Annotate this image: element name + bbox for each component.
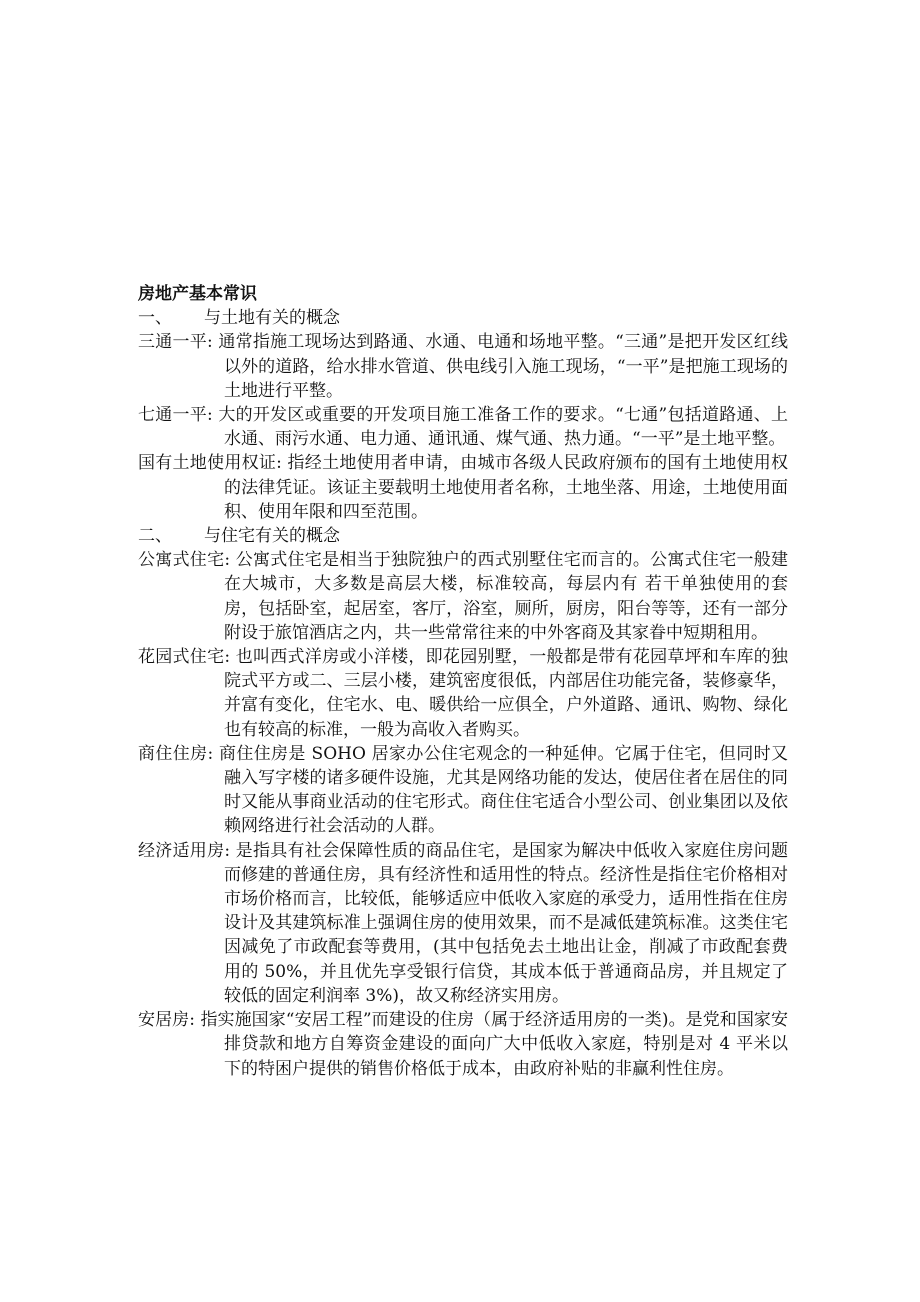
entry-definition: 公寓式住宅是相当于独院独户的西式别墅住宅而言的。公寓式住宅一般建在大城市，大多数是高层大楼，标准较高，每层内有 若干单独使用的套房，包括卧室，起居室，客厅，浴室，厕所，厨房，阳台等等，还有一部分附设于旅馆酒店之内，共一些常常往来的中外客商及其家眷中短期租用。	[224, 550, 788, 643]
entry-term: 商住住房:	[138, 743, 214, 764]
entry-term: 经济适用房:	[138, 840, 231, 861]
entry-garden-housing	[138, 645, 788, 742]
section-title: 与土地有关的概念	[204, 308, 340, 329]
entry-definition: 大的开发区或重要的开发项目施工准备工作的要求。“七通”包括道路通、上水通、雨污水通、电力通、通讯通、煤气通、热力通。“一平”是土地平整。	[218, 405, 788, 450]
entry-qi-tong-yi-ping	[138, 403, 788, 451]
entry-definition: 通常指施工现场达到路通、水通、电通和场地平整。“三通”是把开发区红线以外的道路，给水排水管道、供电线引入施工现场，“一平”是把施工现场的土地进行平整。	[218, 332, 788, 401]
entry-comfortable-housing	[138, 1008, 788, 1081]
entry-san-tong-yi-ping	[138, 330, 788, 403]
entry-definition: 商住住房是 SOHO 居家办公住宅观念的一种延伸。它属于住宅，但同时又融入写字楼的诸多硬件设施，尤其是网络功能的发达，使居住者在居住的同时又能从事商业活动的住宅形式。商住住宅适合小型公司、创业集团以及依赖网络进行社会活动的人群。	[218, 743, 789, 837]
entry-apartment-housing	[138, 548, 788, 645]
entry-affordable-housing	[138, 839, 788, 1008]
entry-commercial-residential	[138, 742, 788, 839]
entry-term: 花园式住宅:	[138, 647, 231, 668]
entry-definition: 也叫西式洋房或小洋楼，即花园别墅，一般都是带有花园草坪和车库的独院式平方或二、三层小楼，建筑密度很低，内部居住功能完备，装修豪华，并富有变化，住宅水、电、暖供给一应俱全，户外道路、通讯、购物、绿化也有较高的标准，一般为高收入者购买。	[224, 647, 788, 740]
entry-definition: 指实施国家“安居工程”而建设的住房（属于经济适用房的一类)。是党和国家安排贷款和地方自筹资金建设的面向广大中低收入家庭，特别是对 4 平米以下的特困户提供的销售价格低于成本，由政府补贴的非赢利性住房。	[200, 1010, 789, 1079]
entry-definition: 指经土地使用者申请，由城市各级人民政府颁布的国有土地使用权的法律凭证。该证主要载明土地使用者名称，土地坐落、用途，土地使用面积、使用年限和四至范围。	[224, 453, 788, 522]
section-number: 二、	[138, 526, 172, 547]
entry-land-use-certificate	[138, 451, 788, 524]
document-title: 房地产基本常识	[138, 284, 257, 304]
section-heading-housing	[138, 524, 788, 548]
document-page	[138, 282, 788, 1081]
section-title: 与住宅有关的概念	[204, 526, 340, 547]
entry-term: 三通一平:	[138, 332, 213, 353]
section-heading-land	[138, 306, 788, 330]
entry-term: 七通一平:	[138, 405, 213, 426]
entry-term: 国有土地使用权证:	[138, 453, 282, 474]
entry-term: 公寓式住宅:	[138, 550, 231, 571]
entry-term: 安居房:	[138, 1010, 195, 1031]
section-number: 一、	[138, 308, 172, 329]
entry-definition: 是指具有社会保障性质的商品住宅，是国家为解决中低收入家庭住房问题而修建的普通住房，具有经济性和适用性的特点。经济性是指住宅价格相对市场价格而言，比较低，能够适应中低收入家庭的承受力，适用性指在住房设计及其建筑标准上强调住房的使用效果，而不是减低建筑标准。这类住宅因减免了市政配套等费用，(其中包括免去土地出让金，削减了市政配套费用的 50%，并且优先享受银行信贷，其成本低于普通商品房，并且规定了较低的固定利润率 3%)，故又称经济实用房。	[224, 840, 788, 1006]
